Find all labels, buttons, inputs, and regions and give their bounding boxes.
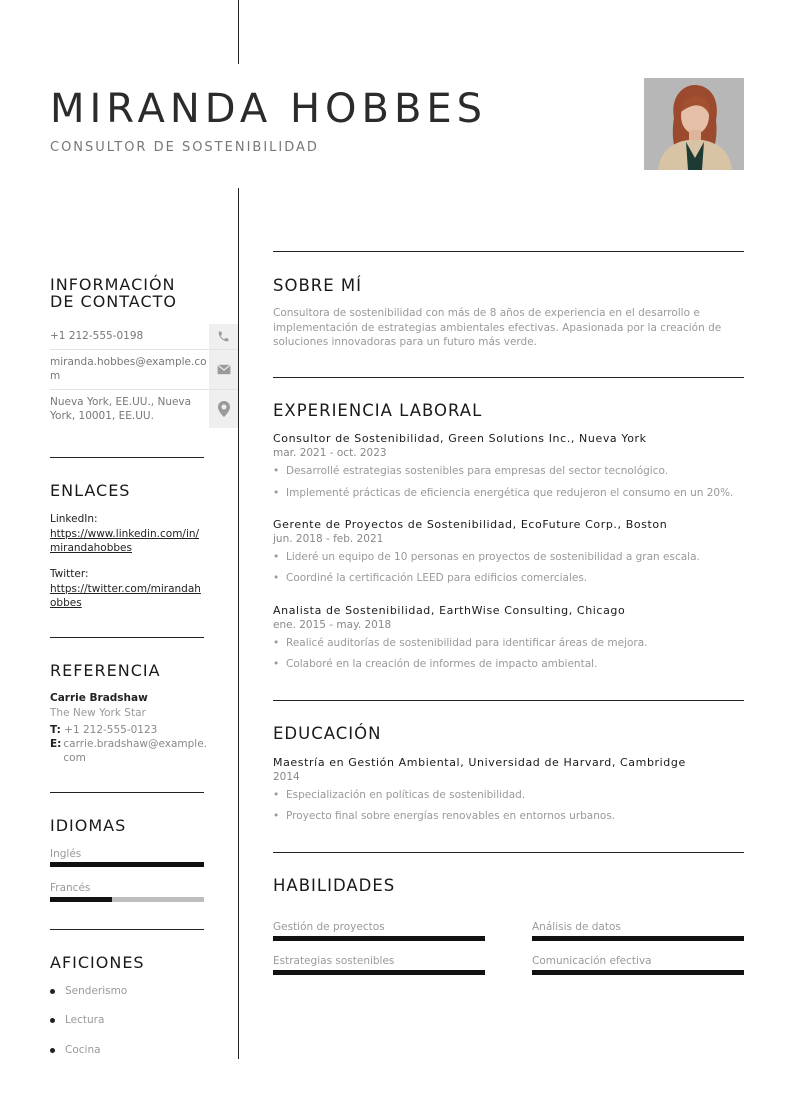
job-bullet-text: Realicé auditorías de sostenibilidad para identificar áreas de mejora. [286,637,648,649]
section-divider [273,377,744,378]
contact-phone-row [50,324,238,350]
skill-name: Gestión de proyectos [273,921,385,933]
contact-heading [50,276,177,310]
sidebar-divider [50,929,204,930]
skill-level-bar [532,936,744,941]
reference-organization: The New York Star [50,707,146,719]
job-title: Gerente de Proyectos de Sostenibilidad, EcoFuture Corp., Boston [273,518,668,531]
bullet-dot-icon [50,1048,55,1053]
bullet-icon: • [273,658,280,670]
skill-level-bar [532,970,744,975]
twitter-label: Twitter: [50,568,89,580]
education-bullet-text: Especialización en políticas de sostenibilidad. [286,789,526,801]
job-dates: jun. 2018 - feb. 2021 [273,533,384,545]
skill-level-fill [532,936,744,941]
candidate-name: MIRANDA HOBBES [50,86,488,132]
job-dates: ene. 2015 - may. 2018 [273,619,392,631]
bullet-icon: • [273,810,280,822]
education-heading: EDUCACIÓN [273,724,382,743]
sidebar-divider [50,637,204,638]
skill-level-bar [273,936,485,941]
links-heading: ENLACES [50,481,131,500]
skill-level-fill [532,970,744,975]
language-level-fill [50,862,204,867]
skill-level-fill [273,936,485,941]
contact-heading-line1: INFORMACIÓN [50,275,176,294]
skills-heading: HABILIDADES [273,876,396,895]
language-name: Francés [50,882,91,894]
contact-email-row [50,350,238,390]
reference-heading: REFERENCIA [50,661,161,680]
contact-phone[interactable]: +1 212-555-0198 [50,330,144,342]
education-title: Maestría en Gestión Ambiental, Universidad de Harvard, Cambridge [273,756,686,769]
job-title: Consultor de Sostenibilidad, Green Solutions Inc., Nueva York [273,432,647,445]
reference-email[interactable]: carrie.bradshaw@example.com [63,738,208,764]
job-bullet-text: Implementé prácticas de eficiencia energética que redujeron el consumo en un 20%. [286,487,734,499]
bullet-dot-icon [50,989,55,994]
bullet-icon: • [273,572,280,584]
language-level-bar [50,862,204,867]
hobby-label: Cocina [65,1044,101,1056]
education-bullet-text: Proyecto final sobre energías renovables en entornos urbanos. [286,810,616,822]
job-bullet-text: Coordiné la certificación LEED para edificios comerciales. [286,572,588,584]
reference-phone-line [50,723,210,737]
sidebar-divider [50,792,204,793]
twitter-link[interactable]: https://twitter.com/mirandahobbes [50,583,201,609]
bullet-icon: • [273,789,280,801]
profile-photo [644,78,744,170]
reference-email-line [50,737,210,765]
bullet-dot-icon [50,1018,55,1023]
hobby-label: Senderismo [65,985,128,997]
skill-name: Comunicación efectiva [532,955,652,967]
linkedin-link[interactable]: https://www.linkedin.com/in/mirandahobbes [50,528,200,554]
skill-level-fill [273,970,485,975]
contact-address-row [50,390,238,428]
language-name: Inglés [50,848,82,860]
hobbies-heading: AFICIONES [50,953,145,972]
skill-name: Análisis de datos [532,921,621,933]
hobby-label: Lectura [65,1014,105,1026]
phone-icon [209,324,238,349]
skill-name: Estrategias sostenibles [273,955,395,967]
reference-email-label: E: [50,738,62,750]
skill-level-bar [273,970,485,975]
language-level-fill [50,897,112,902]
about-text: Consultora de sostenibilidad con más de 8 años de experiencia en el desarrollo e implementación de estrategias ambientales efectivas. Apasionada por la creación de soluciones innovadoras para un futuro más verde. [273,307,722,348]
candidate-title: CONSULTOR DE SOSTENIBILIDAD [50,140,319,155]
reference-phone-label: T: [50,724,61,736]
section-divider [273,251,744,252]
job-dates: mar. 2021 - oct. 2023 [273,447,387,459]
bullet-icon: • [273,465,280,477]
job-bullet-text: Colaboré en la creación de informes de impacto ambiental. [286,658,598,670]
sidebar-divider [50,457,204,458]
contact-email[interactable]: miranda.hobbes@example.com [50,356,207,382]
job-bullet-text: Desarrollé estrategias sostenibles para empresas del sector tecnológico. [286,465,669,477]
job-bullet-text: Lideré un equipo de 10 personas en proyectos de sostenibilidad a gran escala. [286,551,700,563]
languages-heading: IDIOMAS [50,816,127,835]
top-divider-line [238,0,239,64]
experience-heading: EXPERIENCIA LABORAL [273,401,483,420]
job-title: Analista de Sostenibilidad, EarthWise Consulting, Chicago [273,604,626,617]
bullet-icon: • [273,487,280,499]
location-pin-icon [209,390,238,428]
bullet-icon: • [273,637,280,649]
about-heading: SOBRE MÍ [273,276,363,295]
mail-icon [209,350,238,389]
reference-phone[interactable]: +1 212-555-0123 [64,724,158,736]
contact-heading-line2: DE CONTACTO [50,292,177,311]
contact-address: Nueva York, EE.UU., Nueva York, 10001, EE.UU. [50,396,192,422]
linkedin-label: LinkedIn: [50,513,98,525]
bullet-icon: • [273,551,280,563]
section-divider [273,700,744,701]
column-divider-line [238,188,239,1059]
language-level-bar [50,897,204,902]
section-divider [273,852,744,853]
education-year: 2014 [273,771,300,783]
reference-name: Carrie Bradshaw [50,692,148,704]
